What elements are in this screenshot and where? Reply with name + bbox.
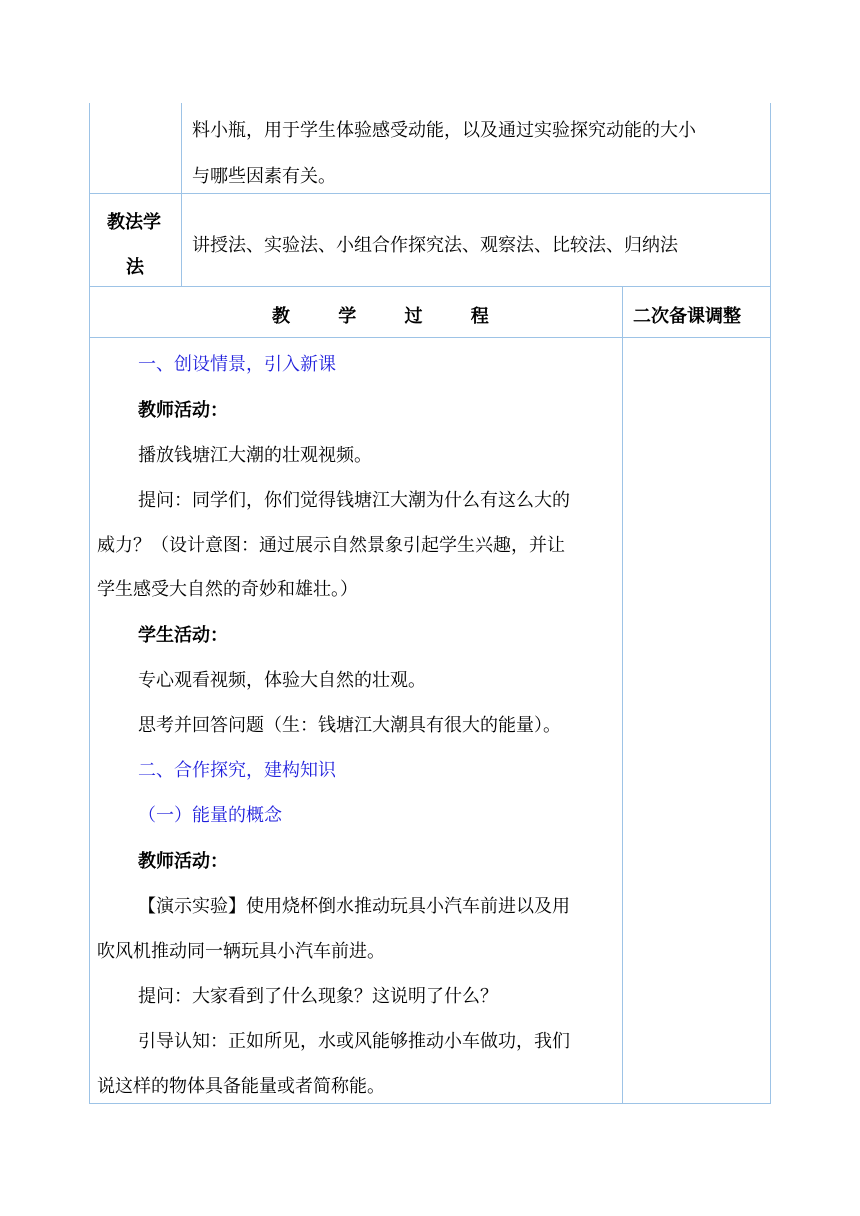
- s1-paragraph-1: 播放钱塘江大潮的壮观视频。: [138, 445, 372, 466]
- row-divider-2: [89, 286, 771, 287]
- materials-text-line1: 料小瓶，用于学生体验感受动能，以及通过实验探究动能的大小: [192, 120, 696, 141]
- teacher-activity-label-2: 教师活动：: [138, 851, 228, 872]
- section2-heading: 二、合作探究，建构知识: [138, 760, 336, 781]
- process-header-title: 教 学 过 程: [272, 306, 497, 327]
- s1-paragraph-2-line2: 威力？（设计意图：通过展示自然景象引起学生兴趣，并让: [97, 535, 565, 556]
- materials-text-line2: 与哪些因素有关。: [192, 166, 336, 187]
- methods-label-line1: 教法学: [107, 212, 161, 233]
- methods-value: 讲授法、实验法、小组合作探究法、观察法、比较法、归纳法: [192, 235, 678, 256]
- s1-paragraph-4: 思考并回答问题（生：钱塘江大潮具有很大的能量）。: [138, 715, 561, 736]
- s2-paragraph-3-line2: 说这样的物体具备能量或者简称能。: [97, 1076, 385, 1097]
- s2-paragraph-2: 提问：大家看到了什么现象？这说明了什么？: [138, 986, 498, 1007]
- s2-paragraph-1-line1: 【演示实验】使用烧杯倒水推动玩具小汽车前进以及用: [138, 896, 570, 917]
- table-border-bottom: [89, 1103, 771, 1104]
- teacher-activity-label: 教师活动：: [138, 400, 228, 421]
- label-column-divider: [181, 103, 182, 286]
- adjust-header: 二次备课调整: [633, 306, 741, 327]
- s2-paragraph-3-line1: 引导认知：正如所见，水或风能够推动小车做功，我们: [138, 1031, 570, 1052]
- section2-subheading: （一）能量的概念: [138, 805, 282, 826]
- row-divider-3: [89, 337, 771, 338]
- methods-label-line2: 法: [126, 257, 144, 278]
- row-divider-1: [89, 193, 771, 194]
- table-border-left: [89, 103, 90, 1104]
- s1-paragraph-3: 专心观看视频，体验大自然的壮观。: [138, 670, 426, 691]
- s1-paragraph-2-line3: 学生感受大自然的奇妙和雄壮。）: [97, 579, 358, 600]
- student-activity-label: 学生活动：: [138, 625, 228, 646]
- adjust-column-divider: [622, 286, 623, 1104]
- section1-heading: 一、创设情景，引入新课: [138, 354, 336, 375]
- s2-paragraph-1-line2: 吹风机推动同一辆玩具小汽车前进。: [97, 941, 385, 962]
- table-border-right: [770, 103, 771, 1104]
- s1-paragraph-2-line1: 提问：同学们，你们觉得钱塘江大潮为什么有这么大的: [138, 490, 570, 511]
